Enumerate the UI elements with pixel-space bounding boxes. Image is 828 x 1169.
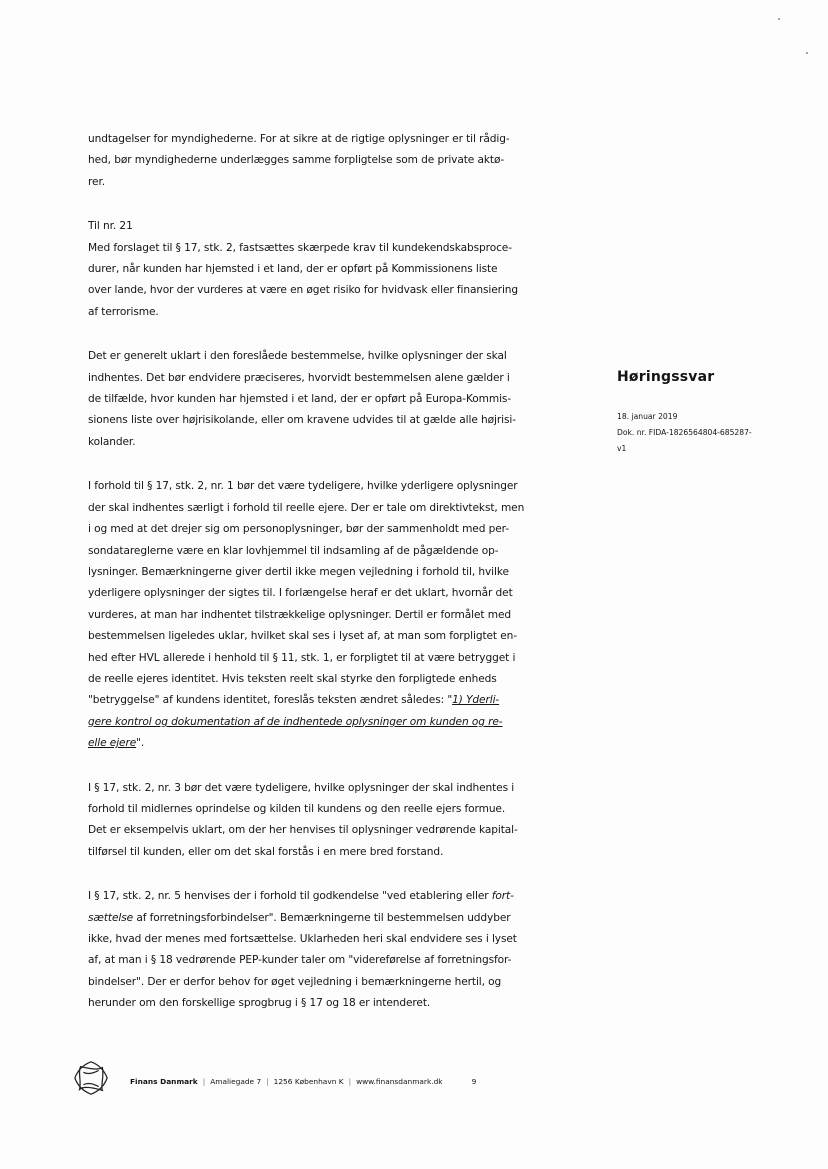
section-nr21 bbox=[88, 216, 553, 323]
text-line: Det er eksempelvis uklart, om der her henvises til oplysninger vedrørende kapital- bbox=[88, 824, 518, 837]
footer-text bbox=[130, 1071, 476, 1086]
finans-danmark-logo-icon bbox=[72, 1059, 110, 1097]
text-span: ". bbox=[136, 737, 145, 750]
text-line: durer, når kunden har hjemsted i et land, der er opført på Kommissionens liste bbox=[88, 263, 498, 276]
text-line: ikke, hvad der menes med fortsættelse. Uklarheden heri skal endvidere ses i lyset bbox=[88, 933, 517, 945]
paragraph-3 bbox=[88, 346, 553, 453]
footer-separator: | bbox=[266, 1076, 269, 1086]
text-line: herunder om den forskellige sprogbrug i § 17 og 18 er intenderet. bbox=[88, 997, 431, 1010]
text-line: lysninger. Bemærkningerne giver dertil ikke megen vejledning i forhold til, hvilke bbox=[88, 565, 509, 578]
proposed-text: gere kontrol og dokumentation af de indhentede oplysninger om kunden og re- bbox=[88, 715, 503, 728]
document-type-title: Høringssvar bbox=[617, 369, 715, 385]
text-line: bindelser". Der er derfor behov for øget vejledning i bemærkningerne hertil, og bbox=[88, 975, 502, 988]
footer-website-link[interactable]: www.finansdanmark.dk bbox=[356, 1076, 443, 1086]
text-line: vurderes, at man har indhentet tilstrækkelige oplysninger. Dertil er formålet med bbox=[88, 608, 512, 621]
text-line: hed, bør myndighederne underlægges samme forpligtelse som de private aktø- bbox=[88, 154, 505, 167]
text-line: i og med at det drejer sig om personoplysninger, bør der sammenholdt med per- bbox=[88, 523, 509, 536]
text-line: der skal indhentes særligt i forhold til reelle ejere. Der er tale om direktivtekst, men bbox=[88, 501, 525, 514]
text-line: rer. bbox=[88, 175, 105, 188]
text-line: indhentes. Det bør endvidere præciseres, hvorvidt bestemmelsen alene gælder i bbox=[88, 371, 510, 384]
text-line: I forhold til § 17, stk. 2, nr. 1 bør det være tydeligere, hvilke yderligere oplysninger bbox=[88, 480, 518, 493]
footer-separator: | bbox=[202, 1076, 206, 1086]
text-span: af forretningsforbindelser". Bemærkningerne til bestemmelsen uddyber bbox=[133, 911, 511, 924]
text-line: af terrorisme. bbox=[88, 305, 159, 318]
text-line bbox=[88, 733, 553, 754]
text-line bbox=[88, 690, 553, 711]
footer-brand: Finans Danmark bbox=[130, 1076, 198, 1086]
document-number: Dok. nr. FIDA-1826564804-685287- bbox=[617, 428, 752, 437]
text-line: hed efter HVL allerede i henhold til § 11, stk. 1, er forpligtet til at være betrygget i bbox=[88, 651, 516, 664]
text-span: "betryggelse" af kundens identitet, foreslås teksten ændret således: " bbox=[88, 694, 453, 707]
page-footer bbox=[72, 1058, 572, 1098]
text-line: Med forslaget til § 17, stk. 2, fastsættes skærpede krav til kundekendskabsproce- bbox=[88, 241, 512, 254]
text-line: Det er generelt uklart i den foreslåede bestemmelse, hvilke oplysninger der skal bbox=[88, 350, 507, 363]
text-line: I § 17, stk. 2, nr. 3 bør det være tydeligere, hvilke oplysninger der skal indhentes i bbox=[88, 781, 515, 794]
text-line bbox=[88, 886, 553, 907]
proposed-text: 1) Yderli- bbox=[452, 694, 500, 707]
italic-text: sættelse bbox=[88, 911, 134, 924]
paragraph-1 bbox=[88, 129, 553, 193]
text-line: sionens liste over højrisikolande, eller om kravene udvides til at gælde alle højrisi- bbox=[88, 414, 516, 427]
footer-separator: | bbox=[348, 1076, 352, 1086]
paragraph-5 bbox=[88, 778, 553, 864]
text-line: forhold til midlernes oprindelse og kilden til kundens og den reelle ejers formue. bbox=[88, 802, 506, 815]
text-line: tilførsel til kunden, eller om det skal forstås i en mere bred forstand. bbox=[88, 845, 444, 858]
paragraph-4 bbox=[88, 476, 553, 754]
footer-city: 1256 København K bbox=[273, 1076, 344, 1086]
text-line: kolander. bbox=[88, 435, 136, 448]
text-line: af, at man i § 18 vedrørende PEP-kunder taler om "videreførelse af forretningsfor- bbox=[88, 954, 512, 967]
paragraph-6 bbox=[88, 886, 553, 1014]
document-version: v1 bbox=[617, 444, 627, 453]
page-number: 9 bbox=[471, 1076, 477, 1086]
text-line bbox=[88, 712, 553, 733]
document-date: 18. januar 2019 bbox=[617, 412, 678, 421]
text-line: yderligere oplysninger der sigtes til. I forlængelse heraf er det uklart, hvornår det bbox=[88, 587, 513, 600]
document-body bbox=[88, 129, 553, 1038]
footer-address: Amaliegade 7 bbox=[210, 1076, 262, 1086]
sidebar bbox=[617, 369, 777, 457]
proposed-text: elle ejere bbox=[88, 737, 137, 750]
text-line: sondatareglerne være en klar lovhjemmel til indsamling af de pågældende op- bbox=[88, 544, 499, 557]
text-line: undtagelser for myndighederne. For at sikre at de rigtige oplysninger er til rådig- bbox=[88, 133, 510, 145]
text-line: de reelle ejeres identitet. Hvis teksten reelt skal styrke den forpligtede enheds bbox=[88, 672, 497, 685]
italic-text: fort- bbox=[491, 890, 514, 903]
text-line: de tilfælde, hvor kunden har hjemsted i et land, der er opført på Europa-Kommis- bbox=[88, 393, 512, 406]
section-heading: Til nr. 21 bbox=[88, 220, 133, 233]
text-line: bestemmelsen ligeledes uklar, hvilket skal ses i lyset af, at man som forpligtet en- bbox=[88, 630, 517, 643]
text-span: I § 17, stk. 2, nr. 5 henvises der i forhold til godkendelse "ved etablering eller bbox=[88, 890, 492, 903]
text-line: over lande, hvor der vurderes at være en øget risiko for hvidvask eller finansiering bbox=[88, 284, 519, 297]
text-line bbox=[88, 908, 553, 929]
